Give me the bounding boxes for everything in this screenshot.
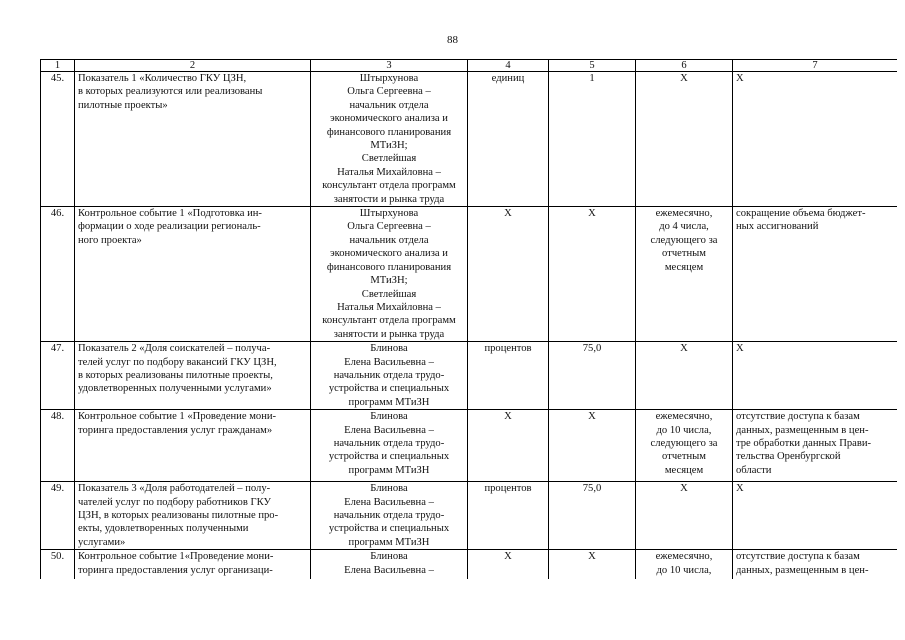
row-number: 49.: [41, 482, 75, 550]
plan-table-wrapper: [40, 59, 897, 579]
row-name: Контрольное событие 1 «Проведение мони- торинга предоставления услуг гражданам»: [75, 410, 311, 482]
row-name: Контрольное событие 1 «Подготовка ин- формации о ходе реализации региональ- ного проекта»: [75, 207, 311, 342]
row-responsible: Блинова Елена Васильевна –: [311, 550, 468, 579]
row-value: Х: [549, 207, 636, 342]
row-note: Х: [733, 342, 898, 410]
row-note: Х: [733, 482, 898, 550]
row-note: отсутствие доступа к базам данных, размещенным в цен-: [733, 550, 898, 579]
row-note: сокращение объема бюджет- ных ассигнований: [733, 207, 898, 342]
row-number: 46.: [41, 207, 75, 342]
row-deadline: Х: [636, 342, 733, 410]
row-value: Х: [549, 550, 636, 579]
column-header: 1: [41, 60, 75, 72]
row-deadline: Х: [636, 482, 733, 550]
row-name: Контрольное событие 1«Проведение мони- торинга предоставления услуг организаци-: [75, 550, 311, 579]
row-number: 50.: [41, 550, 75, 579]
row-deadline: Х: [636, 72, 733, 207]
row-number: 48.: [41, 410, 75, 482]
column-header: 5: [549, 60, 636, 72]
row-deadline: ежемесячно, до 4 числа, следующего за отчетным месяцем: [636, 207, 733, 342]
row-responsible: Блинова Елена Васильевна – начальник отдела трудо- устройства и специальных программ МТиЗН: [311, 342, 468, 410]
table-row: [41, 72, 898, 207]
row-deadline: ежемесячно, до 10 числа,: [636, 550, 733, 579]
column-header: 6: [636, 60, 733, 72]
table-row: [41, 550, 898, 579]
row-value: Х: [549, 410, 636, 482]
row-responsible: Блинова Елена Васильевна – начальник отдела трудо- устройства и специальных программ МТиЗН: [311, 410, 468, 482]
row-unit: процентов: [468, 482, 549, 550]
column-header: 3: [311, 60, 468, 72]
table-row: [41, 207, 898, 342]
row-unit: Х: [468, 550, 549, 579]
column-header: 2: [75, 60, 311, 72]
row-value: 75,0: [549, 342, 636, 410]
row-value: 75,0: [549, 482, 636, 550]
row-name: Показатель 3 «Доля работодателей – полу- чателей услуг по подбору работников ГКУ ЦЗН, в которых реализованы пилотные про- екты, удовлетворенных полученными услугами»: [75, 482, 311, 550]
row-note: отсутствие доступа к базам данных, размещенным в цен- тре обработки данных Прави- тельства Оренбургской области: [733, 410, 898, 482]
row-unit: Х: [468, 410, 549, 482]
row-unit: процентов: [468, 342, 549, 410]
table-row: [41, 410, 898, 482]
row-name: Показатель 1 «Количество ГКУ ЦЗН, в которых реализуются или реализованы пилотные проекты»: [75, 72, 311, 207]
row-responsible: Штырхунова Ольга Сергеевна – начальник отдела экономического анализа и финансового планирования МТиЗН; Светлейшая Наталья Михайловна – консультант отдела программ занятости и рынка труда: [311, 207, 468, 342]
row-responsible: Блинова Елена Васильевна – начальник отдела трудо- устройства и специальных программ МТиЗН: [311, 482, 468, 550]
row-deadline: ежемесячно, до 10 числа, следующего за отчетным месяцем: [636, 410, 733, 482]
row-note: Х: [733, 72, 898, 207]
page-number: 88: [447, 34, 458, 46]
row-unit: единиц: [468, 72, 549, 207]
header-row: [41, 60, 898, 72]
row-unit: Х: [468, 207, 549, 342]
column-header: 7: [733, 60, 898, 72]
row-number: 47.: [41, 342, 75, 410]
row-value: 1: [549, 72, 636, 207]
row-number: 45.: [41, 72, 75, 207]
column-header: 4: [468, 60, 549, 72]
table-row: [41, 482, 898, 550]
table-row: [41, 342, 898, 410]
plan-table: [40, 59, 897, 579]
row-responsible: Штырхунова Ольга Сергеевна – начальник отдела экономического анализа и финансового планирования МТиЗН; Светлейшая Наталья Михайловна – консультант отдела программ занятости и рынка труда: [311, 72, 468, 207]
row-name: Показатель 2 «Доля соискателей – получа- телей услуг по подбору вакансий ГКУ ЦЗН, в которых реализованы пилотные проекты, удовлетворенных полученными услугами»: [75, 342, 311, 410]
